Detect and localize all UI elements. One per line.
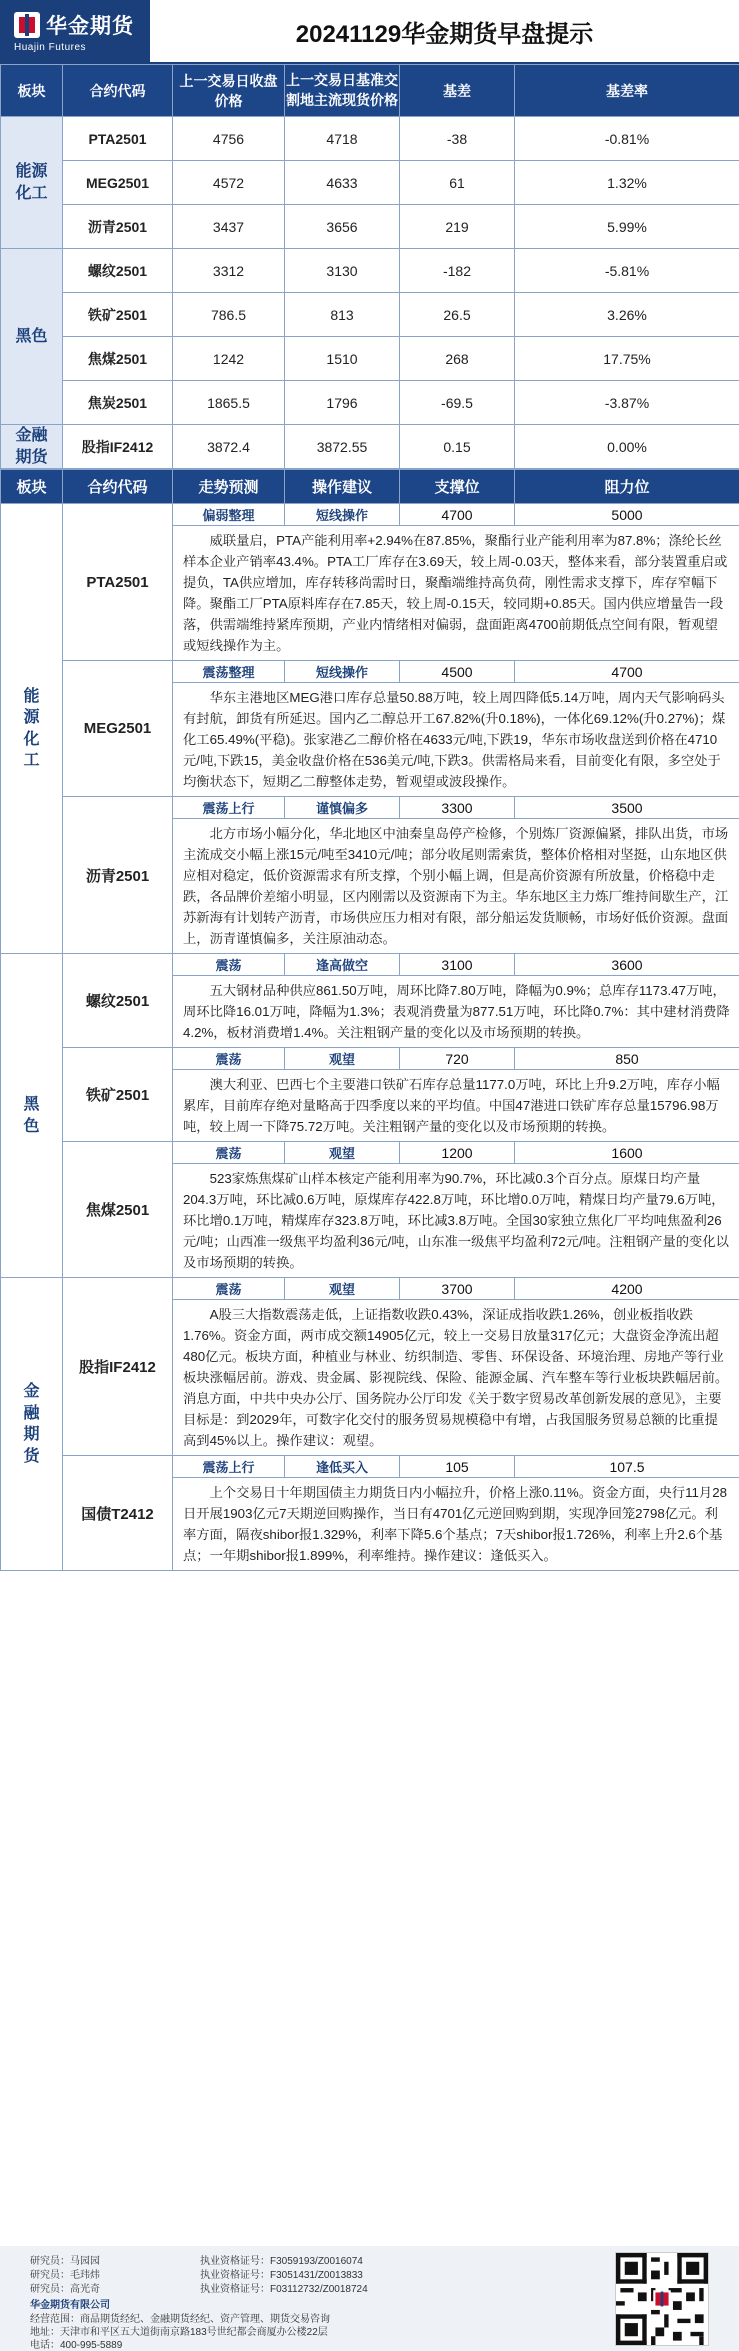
header-support: 支撑位 xyxy=(400,470,515,504)
analysis-text: 华东主港地区MEG港口库存总量50.88万吨，较上周四降低5.14万吨，周内天气影响码头有封航，卸货有所延迟。国内乙二醇总开工67.82%(升0.18%)，一体化69.12%(升0.27%)；煤化工65.49%(平稳)。张家港乙二醇价格在4633元/吨,下跌19，华东市场收盘送到价格在4710元/吨,下跌15，美金收盘价格在536美元/吨,下跌3。供需格局来看，目前变化有限，多空处于均衡状态下，短期乙二醇整体走势，暂观望或波段操作。 xyxy=(173,683,739,797)
contract-code: PTA2501 xyxy=(63,504,173,661)
contract-code: 沥青2501 xyxy=(63,797,173,954)
qr-code-icon xyxy=(615,2252,709,2346)
trend-cell: 震荡 xyxy=(173,1048,285,1070)
contract-code: 焦煤2501 xyxy=(63,1142,173,1278)
support-cell: 105 xyxy=(400,1456,515,1478)
advice-cell: 短线操作 xyxy=(285,661,400,683)
header xyxy=(0,0,739,64)
support-cell: 3300 xyxy=(400,797,515,819)
code-cell: 焦煤2501 xyxy=(63,337,173,381)
logo-en-text: Huajin Futures xyxy=(14,41,87,53)
code-cell: 螺纹2501 xyxy=(63,249,173,293)
support-cell: 3100 xyxy=(400,954,515,976)
header-sector: 板块 xyxy=(1,65,63,117)
address: 地址：天津市和平区五大道街南京路183号世纪都会商厦办公楼22层 xyxy=(30,2327,328,2338)
rate-cell: 1.32% xyxy=(515,161,739,205)
phone: 电话：400-995-5889 xyxy=(30,2340,123,2351)
basis-cell: 0.15 xyxy=(400,425,515,469)
strategy-summary-row xyxy=(1,504,739,526)
header-spot: 上一交易日基准交割地主流现货价格 xyxy=(285,65,400,117)
basis-row xyxy=(1,293,739,337)
spot-cell: 4633 xyxy=(285,161,400,205)
advice-cell: 观望 xyxy=(285,1048,400,1070)
resistance-cell: 107.5 xyxy=(515,1456,739,1478)
rate-cell: 5.99% xyxy=(515,205,739,249)
researcher-row: 研究员：高光奇 执业资格证号：F03112732/Z0018724 xyxy=(30,2284,368,2295)
code-cell: 焦炭2501 xyxy=(63,381,173,425)
strategy-summary-row xyxy=(1,1456,739,1478)
trend-cell: 偏弱整理 xyxy=(173,504,285,526)
company-name: 华金期货有限公司 xyxy=(30,2300,110,2311)
basis-cell: 61 xyxy=(400,161,515,205)
analysis-text: 523家炼焦煤矿山样本核定产能利用率为90.7%，环比减0.3个百分点。原煤日均产量204.3万吨，环比减0.6万吨，原煤库存422.8万吨，环比增0.0万吨，精煤日均产量79.6万吨，环比增0.1万吨，精煤库存323.8万吨，环比减3.8万吨。全国30家独立焦化厂平均吨焦盈利26元/吨；山西准一级焦平均盈利36元/吨，山东准一级焦平均盈利72元/吨。注粗钢产量的变化以及市场预期的转换。 xyxy=(173,1164,739,1278)
rate-cell: 3.26% xyxy=(515,293,739,337)
strategy-summary-row xyxy=(1,954,739,976)
spot-cell: 1796 xyxy=(285,381,400,425)
sector-cell: 能源化工 xyxy=(1,117,63,249)
advice-cell: 观望 xyxy=(285,1142,400,1164)
code-cell: 股指IF2412 xyxy=(63,425,173,469)
logo-cn-text: 华金期货 xyxy=(46,14,134,38)
resistance-cell: 4200 xyxy=(515,1278,739,1300)
rate-cell: 0.00% xyxy=(515,425,739,469)
footer xyxy=(0,2246,739,2351)
header-sector-2: 板块 xyxy=(1,470,63,504)
support-cell: 4700 xyxy=(400,504,515,526)
analysis-text: 威联量启，PTA产能利用率+2.94%在87.85%，聚酯行业产能利用率为87.8%；涤纶长丝样本企业产销率43.4%。PTA工厂库存在3.69天，较上周-0.03天，整体来看，部分装置重启或提负，TA供应增加，库存转移尚需时日，聚酯端维持高负荷，刚性需求支撑下，库存窄幅下降。聚酯工厂PTA原料库存在7.85天，较上周-0.15天，较同期+0.85天。国内供应增量告一段落，供需端维持紧库预期，产业内情绪相对偏弱，盘面距离4700前期低点空间有限，暂观望或短线操作为主。 xyxy=(173,526,739,661)
support-cell: 4500 xyxy=(400,661,515,683)
spot-cell: 1510 xyxy=(285,337,400,381)
contract-code: 铁矿2501 xyxy=(63,1048,173,1142)
trend-cell: 震荡上行 xyxy=(173,1456,285,1478)
spot-cell: 3656 xyxy=(285,205,400,249)
support-cell: 1200 xyxy=(400,1142,515,1164)
header-basis: 基差 xyxy=(400,65,515,117)
close-cell: 3872.4 xyxy=(173,425,285,469)
rate-cell: -0.81% xyxy=(515,117,739,161)
basis-row xyxy=(1,337,739,381)
close-cell: 1242 xyxy=(173,337,285,381)
advice-cell: 观望 xyxy=(285,1278,400,1300)
trend-cell: 震荡 xyxy=(173,1278,285,1300)
spot-cell: 3872.55 xyxy=(285,425,400,469)
sector-cell: 金融期货 xyxy=(1,1278,63,1571)
basis-row xyxy=(1,425,739,469)
spot-cell: 813 xyxy=(285,293,400,337)
code-cell: 铁矿2501 xyxy=(63,293,173,337)
researcher-row: 研究员：毛玮炜 执业资格证号：F3051431/Z0013833 xyxy=(30,2270,363,2281)
company-logo xyxy=(0,0,150,63)
sector-cell: 黑色 xyxy=(1,954,63,1278)
basis-cell: 219 xyxy=(400,205,515,249)
code-cell: PTA2501 xyxy=(63,117,173,161)
header-code-2: 合约代码 xyxy=(63,470,173,504)
code-cell: MEG2501 xyxy=(63,161,173,205)
researcher-row: 研究员：马园园 执业资格证号：F3059193/Z0016074 xyxy=(30,2256,363,2267)
basis-cell: -69.5 xyxy=(400,381,515,425)
basis-cell: 268 xyxy=(400,337,515,381)
strategy-summary-row xyxy=(1,661,739,683)
business-scope: 经营范围：商品期货经纪、金融期货经纪、资产管理、期货交易咨询 xyxy=(30,2314,330,2325)
contract-code: 国债T2412 xyxy=(63,1456,173,1571)
analysis-text: 五大钢材品种供应861.50万吨，周环比降7.80万吨，降幅为0.9%；总库存1173.47万吨，周环比降16.01万吨，降幅为1.3%；表观消费量为877.51万吨，环比降0.7%：其中建材消费降4.2%，板材消费增1.4%。关注粗钢产量的变化以及市场预期的转换。 xyxy=(173,976,739,1048)
close-cell: 3312 xyxy=(173,249,285,293)
strategy-summary-row xyxy=(1,1142,739,1164)
resistance-cell: 5000 xyxy=(515,504,739,526)
close-cell: 4572 xyxy=(173,161,285,205)
advice-cell: 逢低买入 xyxy=(285,1456,400,1478)
close-cell: 4756 xyxy=(173,117,285,161)
header-code: 合约代码 xyxy=(63,65,173,117)
code-cell: 沥青2501 xyxy=(63,205,173,249)
header-rate: 基差率 xyxy=(515,65,739,117)
basis-row xyxy=(1,205,739,249)
sector-cell: 金融期货 xyxy=(1,425,63,469)
analysis-text: A股三大指数震荡走低，上证指数收跌0.43%，深证成指收跌1.26%，创业板指收跌1.76%。资金方面，两市成交额14905亿元，较上一交易日放量317亿元；大盘资金净流出超480亿元。板块方面，种植业与林业、纺织制造、零售、环保设备、环境治理、房地产等行业板块涨幅居前。游戏、贵金属、影视院线、保险、能源金属、汽车整车等行业板块跌幅居前。消息方面，中共中央办公厅、国务院办公厅印发《关于数字贸易改革创新发展的意见》，主要目标是：到2029年，可数字化交付的服务贸易规模稳中有增，占我国服务贸易总额的比重提高到45%以上。操作建议：观望。 xyxy=(173,1300,739,1456)
support-cell: 3700 xyxy=(400,1278,515,1300)
contract-code: 股指IF2412 xyxy=(63,1278,173,1456)
trend-cell: 震荡 xyxy=(173,954,285,976)
header-advice: 操作建议 xyxy=(285,470,400,504)
trend-cell: 震荡整理 xyxy=(173,661,285,683)
resistance-cell: 1600 xyxy=(515,1142,739,1164)
basis-row xyxy=(1,381,739,425)
analysis-text: 北方市场小幅分化，华北地区中油秦皇岛停产检修，个别炼厂资源偏紧，排队出货，市场主流成交小幅上涨15元/吨至3410元/吨；部分收尾则需索货，整体价格相对坚挺，山东地区供应相对稳定，低价资源需求有所支撑，个别小幅上调，但是高价资源有所放量，价格稳中走跌，各品牌价差缩小明显，区内刚需以及资源南下为主。华东地区主力炼厂维持间歇生产，江苏新海有计划转产沥青，市场供应压力相对有限，部分船运发货顺畅，市场好低价资源。盘面上，沥青谨慎偏多，关注原油动态。 xyxy=(173,819,739,954)
basis-row xyxy=(1,117,739,161)
strategy-summary-row xyxy=(1,797,739,819)
header-trend: 走势预测 xyxy=(173,470,285,504)
advice-cell: 谨慎偏多 xyxy=(285,797,400,819)
rate-cell: 17.75% xyxy=(515,337,739,381)
spot-cell: 4718 xyxy=(285,117,400,161)
strategy-summary-row xyxy=(1,1278,739,1300)
contract-code: 螺纹2501 xyxy=(63,954,173,1048)
basis-row xyxy=(1,249,739,293)
resistance-cell: 850 xyxy=(515,1048,739,1070)
basis-table xyxy=(0,64,739,469)
page-title: 20241129华金期货早盘提示 xyxy=(295,20,594,48)
rate-cell: -3.87% xyxy=(515,381,739,425)
sector-cell: 黑色 xyxy=(1,249,63,425)
logo-icon xyxy=(14,12,40,38)
advice-cell: 逢高做空 xyxy=(285,954,400,976)
close-cell: 786.5 xyxy=(173,293,285,337)
strategy-table xyxy=(0,469,739,1571)
basis-cell: 26.5 xyxy=(400,293,515,337)
contract-code: MEG2501 xyxy=(63,661,173,797)
analysis-text: 澳大利亚、巴西七个主要港口铁矿石库存总量1177.0万吨，环比上升9.2万吨，库存小幅累库，目前库存绝对量略高于四季度以来的平均值。中国47港进口铁矿库存总量15796.98万吨，较上周一下降75.72万吨。关注粗钢产量的变化以及市场预期的转换。 xyxy=(173,1070,739,1142)
trend-cell: 震荡上行 xyxy=(173,797,285,819)
header-close: 上一交易日收盘价格 xyxy=(173,65,285,117)
analysis-text: 上个交易日十年期国债主力期货日内小幅拉升，价格上涨0.11%。资金方面，央行11月28日开展1903亿元7天期逆回购操作，当日有4701亿元逆回购到期，实现净回笼2798亿元。利率方面，隔夜shibor报1.329%，利率下降5.6个基点；7天shibor报1.726%，利率上升2.6个基点；一年期shibor报1.899%，利率维持。操作建议：逢低买入。 xyxy=(173,1478,739,1571)
trend-cell: 震荡 xyxy=(173,1142,285,1164)
resistance-cell: 3500 xyxy=(515,797,739,819)
basis-cell: -38 xyxy=(400,117,515,161)
strategy-summary-row xyxy=(1,1048,739,1070)
advice-cell: 短线操作 xyxy=(285,504,400,526)
resistance-cell: 3600 xyxy=(515,954,739,976)
resistance-cell: 4700 xyxy=(515,661,739,683)
basis-cell: -182 xyxy=(400,249,515,293)
spot-cell: 3130 xyxy=(285,249,400,293)
support-cell: 720 xyxy=(400,1048,515,1070)
rate-cell: -5.81% xyxy=(515,249,739,293)
close-cell: 1865.5 xyxy=(173,381,285,425)
basis-row xyxy=(1,161,739,205)
header-resistance: 阻力位 xyxy=(515,470,739,504)
close-cell: 3437 xyxy=(173,205,285,249)
sector-cell: 能源化工 xyxy=(1,504,63,954)
